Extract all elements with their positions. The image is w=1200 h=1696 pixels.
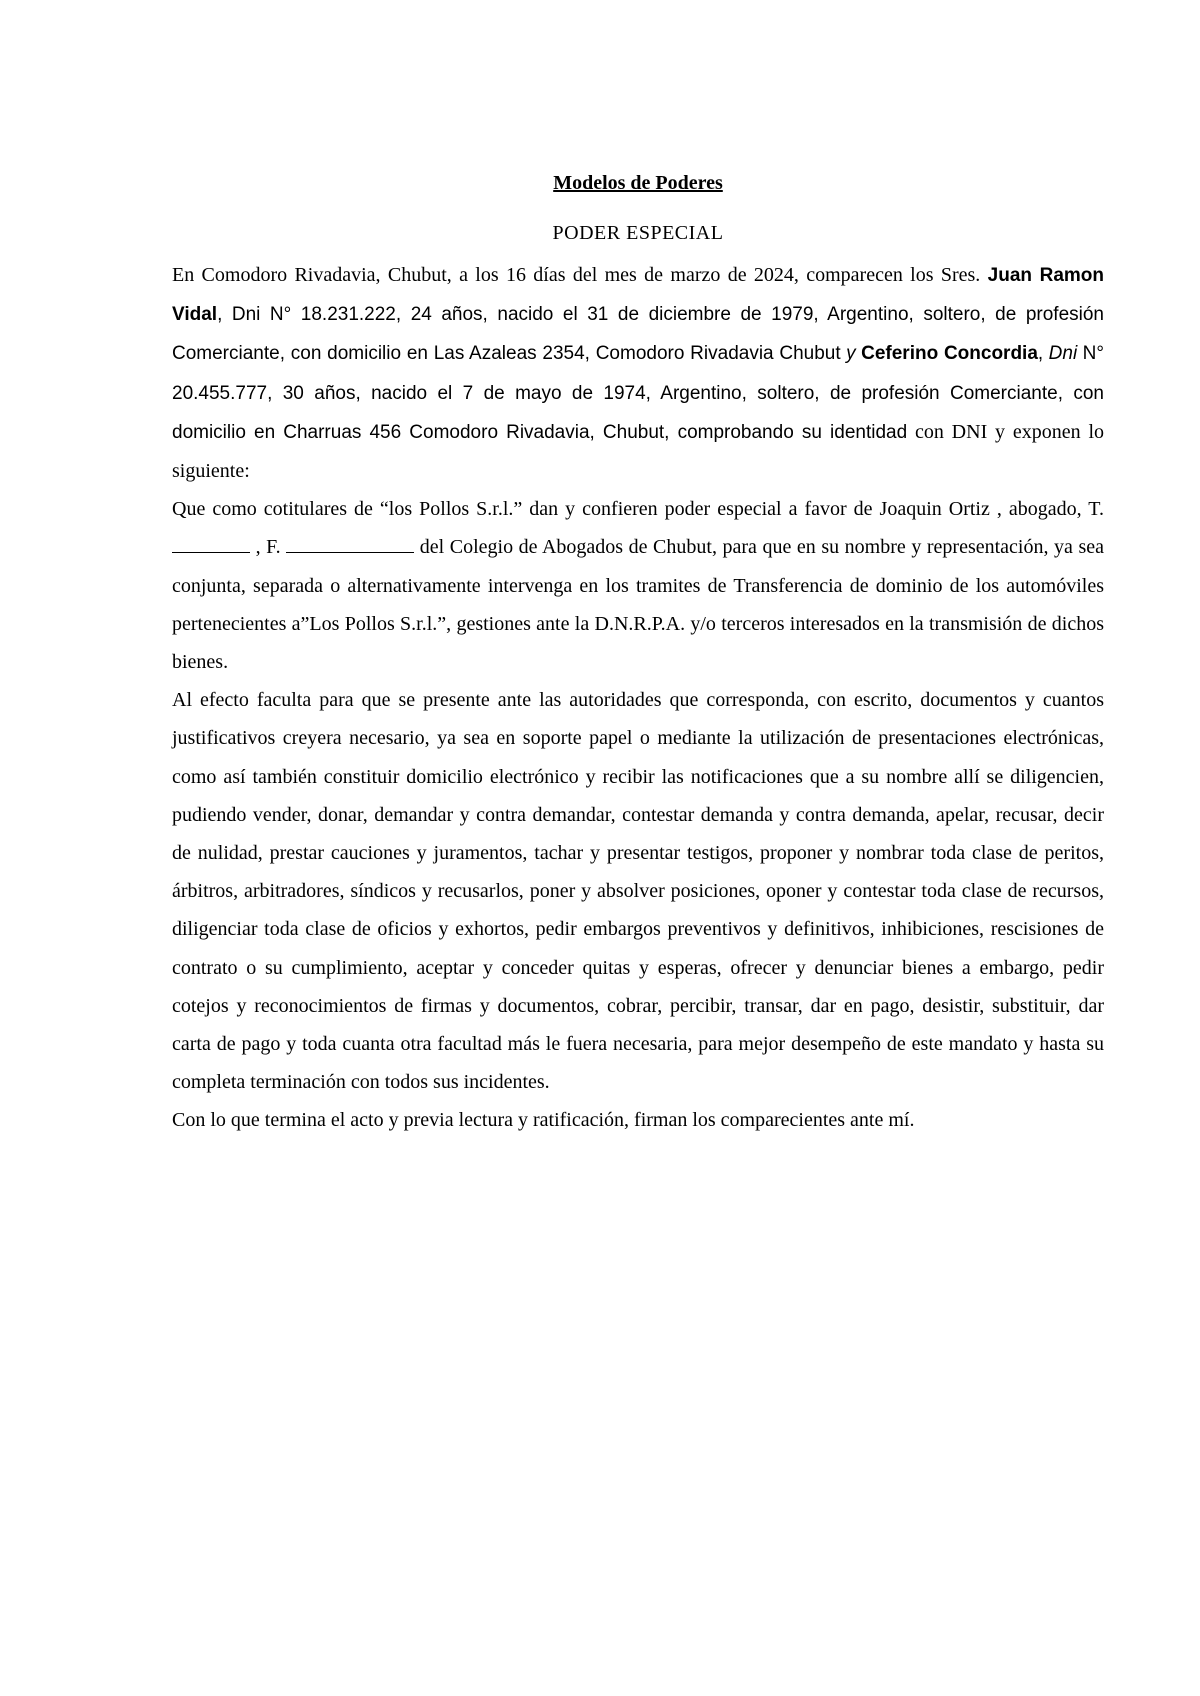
paragraph-facultades: Al efecto faculta para que se presente ante las autoridades que corresponda, con escrito, documentos y cuantos justificativos creyera necesario, ya sea en soporte papel o mediante la utilización de presentaciones electrónicas, como así también constituir domicilio electrónico y recibir las notificaciones que a su nombre allí se diligencien, pudiendo vender, donar, demandar y contra demandar, contestar demanda y contra demanda, apelar, recusar, decir de nulidad, prestar cauciones y juramentos, tachar y presentar testigos, proponer y nombrar toda clase de peritos, árbitros, arbitradores, síndicos y recusarlos, poner y absolver posiciones, oponer y contestar toda clase de recursos, diligenciar toda clase de oficios y exhortos, pedir embargos preventivos y definitivos, inhibiciones, rescisiones de contrato o su cumplimiento, aceptar y conceder quitas y esperas, ofrecer y denunciar bienes a embargo, pedir cotejos y reconocimientos de firmas y documentos, cobrar, percibir, transar, dar en pago, desistir, substituir, dar carta de pago y toda cuanta otra facultad más le fuera necesaria, para mejor desempeño de este mandato y hasta su completa terminación con todos sus incidentes. xyxy=(172,689,1104,1094)
document-title: PODER ESPECIAL xyxy=(552,222,724,244)
paragraph-comparecientes xyxy=(172,256,1104,490)
document-body xyxy=(172,170,1104,1140)
person-1-details: , Dni N° 18.231.222, 24 años, nacido el 31 de diciembre de 1979, Argentino, soltero, de profesión Comerciante, con domicilio en Las Azaleas 2354, Comodoro Rivadavia Chubut xyxy=(172,304,1104,365)
paragraph-cierre: Con lo que termina el acto y previa lectura y ratificación, firman los comparecientes ante mí. xyxy=(172,1109,915,1132)
paragraph-poder xyxy=(172,490,1104,681)
person-2-details: N° 20.455.777, 30 años, nacido el 7 de mayo de 1974, Argentino, soltero, de profesión Comerciante, con domicilio en Charruas 456 Comodoro Rivadavia, Chubut, comprobando su identidad xyxy=(172,343,1104,443)
person-2-name: Ceferino Concordia xyxy=(861,343,1038,365)
person-1-name: Juan Ramon Vidal xyxy=(172,265,1104,326)
separator: , xyxy=(1037,343,1044,365)
dni-label: Dni xyxy=(1048,343,1078,365)
paragraph-text: con DNI y exponen lo siguiente: xyxy=(172,420,1105,483)
folio-blank-line xyxy=(286,551,414,553)
paragraph-text: Que como cotitulares de “los Pollos S.r.l.” dan y confieren poder especial a favor de Joaquin Ortiz , abogado, T. xyxy=(172,498,1104,521)
paragraph-text: del Colegio de Abogados de Chubut, para que en su nombre y representación, ya sea conjunta, separada o alternativamente intervenga en los tramites de Transferencia de dominio de los automóviles pertenecientes a”Los Pollos S.r.l.”, gestiones ante la D.N.R.P.A. y/o terceros interesados en la transmisión de dichos bienes. xyxy=(172,536,1105,674)
document-header: Modelos de Poderes xyxy=(553,172,723,194)
tomo-blank-line xyxy=(172,551,250,553)
paragraph-text: , F. xyxy=(255,536,281,559)
conjunction: y xyxy=(846,343,856,365)
paragraph-text: En Comodoro Rivadavia, Chubut, a los 16 días del mes de marzo de 2024, comparecen los Sres. xyxy=(172,264,981,286)
